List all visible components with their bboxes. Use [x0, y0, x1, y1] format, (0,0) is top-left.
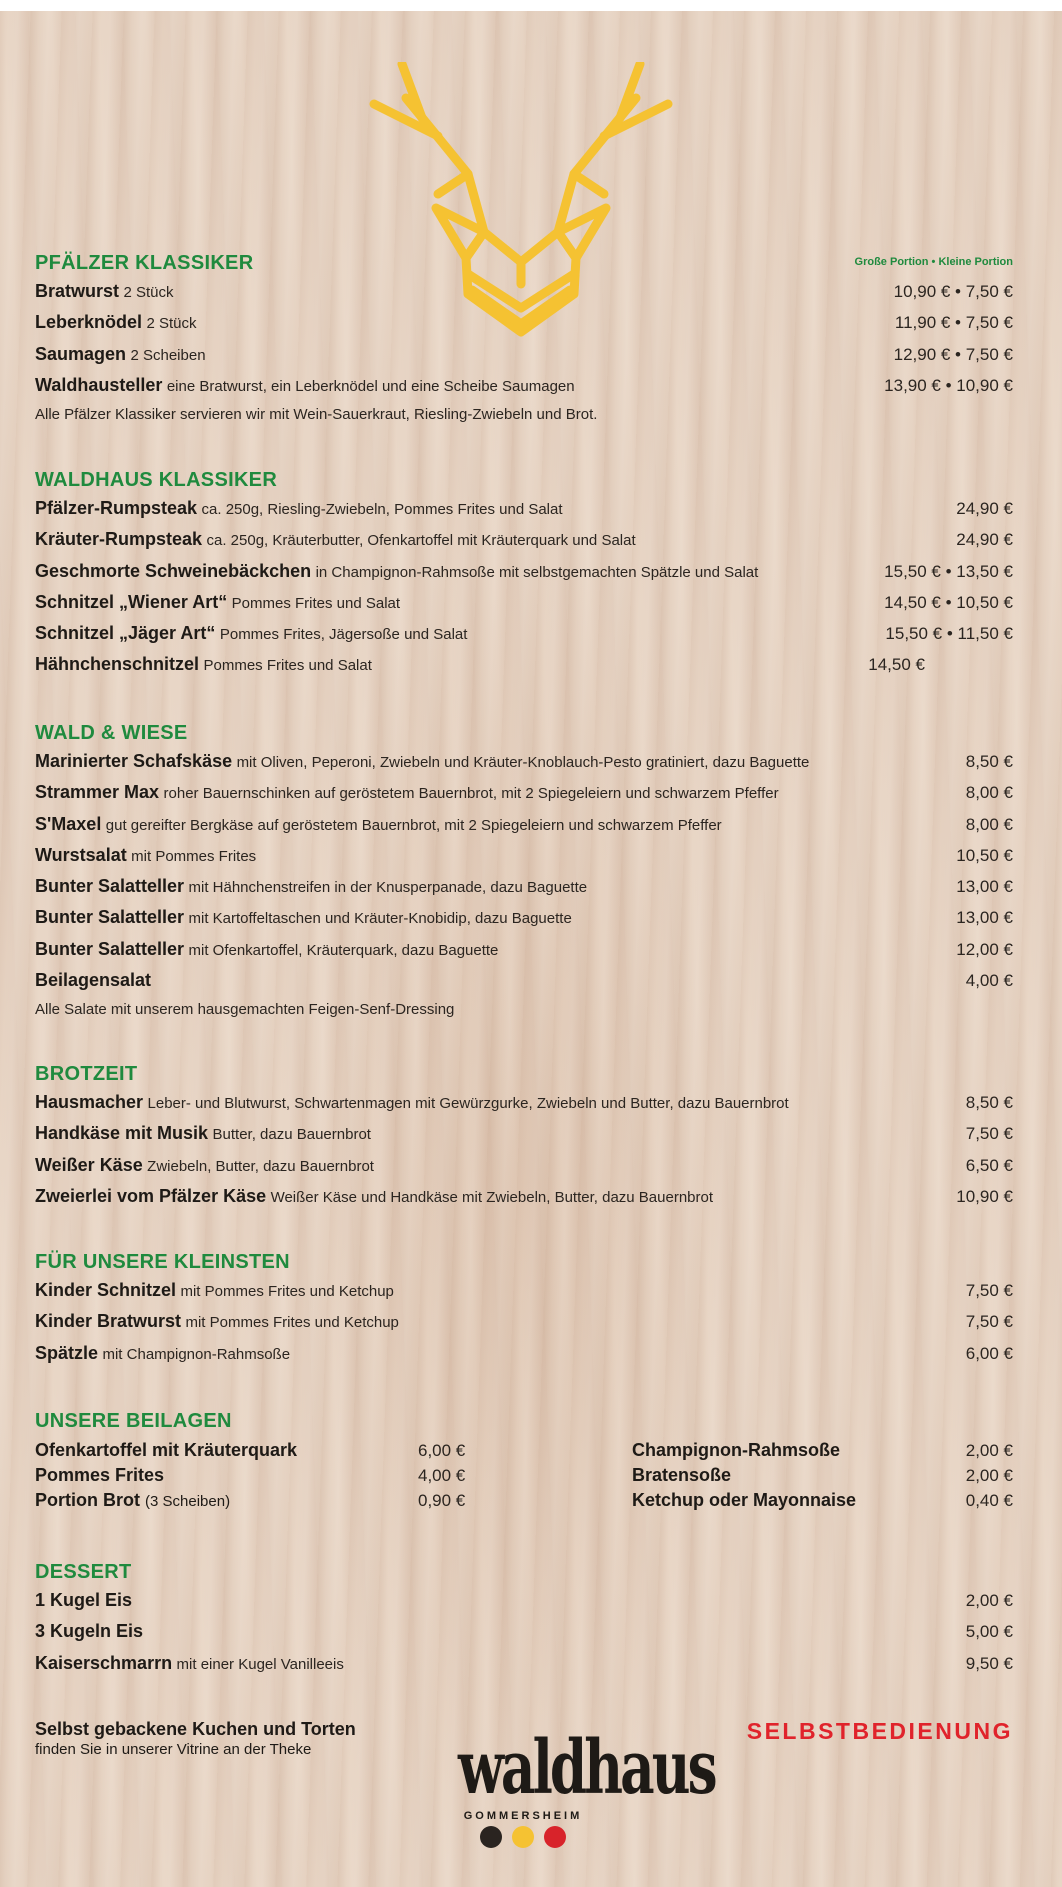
- section-note: Alle Salate mit unserem hausgemachten Feigen-Senf-Dressing: [35, 1001, 455, 1019]
- section-brotzeit: [35, 1061, 1013, 1212]
- menu-item: Pfälzer-Rumpsteak ca. 250g, Riesling-Zwiebeln, Pommes Frites und Salat 24,90 €: [35, 498, 1013, 518]
- menu-item: Saumagen 2 Scheiben 12,90 € • 7,50 €: [35, 343, 1013, 364]
- waldhaus-logo: [408, 1725, 715, 1863]
- section-dessert: [35, 1559, 1013, 1679]
- menu-item: Kaiserschmarrn mit einer Kugel Vanilleeis 9,50 €: [35, 1652, 1013, 1673]
- sauce-item: Bratensoße: [632, 1465, 732, 1485]
- menu-item: Waldhausteller eine Bratwurst, ein Leberknödel und eine Scheibe Saumagen 13,90 € • 10,90 €: [35, 374, 1013, 395]
- menu-item: Zweierlei vom Pfälzer Käse Weißer Käse und Handkäse mit Zwiebeln, Butter, dazu Bauernbrot 10,90 €: [35, 1185, 1013, 1206]
- menu-item: Weißer Käse Zwiebeln, Butter, dazu Bauernbrot 6,50 €: [35, 1154, 1013, 1175]
- sauce-item-price: 2,00 €: [965, 1466, 1013, 1485]
- section-title: DESSERT: [35, 1561, 132, 1583]
- logo-badges: [408, 1826, 638, 1848]
- side-item: Portion Brot (3 Scheiben): [35, 1490, 231, 1510]
- cake-note: [35, 1718, 356, 1759]
- menu-item: Bunter Salatteller mit Ofenkartoffel, Kräuterquark, dazu Baguette 12,00 €: [35, 938, 1013, 959]
- logo-dot-red-icon: [544, 1826, 566, 1848]
- section-title: FÜR UNSERE KLEINSTEN: [35, 1251, 290, 1273]
- menu-item: Schnitzel „Jäger Art“ Pommes Frites, Jägersoße und Salat 15,50 € • 11,50 €: [35, 623, 1013, 644]
- sauce-item-price: 0,40 €: [965, 1491, 1013, 1510]
- side-item-price: 6,00 €: [418, 1441, 466, 1460]
- section-kinder: [35, 1249, 1013, 1369]
- section-title: PFÄLZER KLASSIKER: [35, 252, 254, 274]
- self-service-label: SELBSTBEDIENUNG: [746, 1718, 1013, 1744]
- section-wald-wiese: [35, 720, 1013, 1024]
- section-title: WALD & WIESE: [35, 722, 188, 744]
- menu-item: Strammer Max roher Bauernschinken auf geröstetem Bauernbrot, mit 2 Spiegeleiern und schwarzem Pfeffer 8,00 €: [35, 782, 1013, 803]
- menu-item: Handkäse mit Musik Butter, dazu Bauernbrot 7,50 €: [35, 1123, 1013, 1144]
- menu-item: Leberknödel 2 Stück 11,90 € • 7,50 €: [35, 312, 1013, 333]
- menu-item: Wurstsalat mit Pommes Frites 10,50 €: [35, 844, 1013, 865]
- section-beilagen: [35, 1408, 1013, 1513]
- logo-town: GOMMERSHEIM: [463, 1810, 583, 1822]
- menu-item: Kräuter-Rumpsteak ca. 250g, Kräuterbutter, Ofenkartoffel mit Kräuterquark und Salat 24,90 €: [35, 529, 1013, 550]
- menu-item: Bratwurst 2 Stück 10,90 € • 7,50 €: [35, 281, 1013, 301]
- sauce-item-price: 2,00 €: [965, 1441, 1013, 1460]
- menu-item: Marinierter Schafskäse mit Oliven, Peperoni, Zwiebeln und Kräuter-Knoblauch-Pesto gratiniert, dazu Baguette 8,50 €: [35, 751, 1013, 771]
- side-item-price: 4,00 €: [418, 1466, 466, 1485]
- logo-dot-yellow-icon: [512, 1826, 534, 1848]
- side-item: Ofenkartoffel mit Kräuterquark: [35, 1440, 298, 1460]
- menu-item: 1 Kugel Eis 2,00 €: [35, 1590, 1013, 1610]
- section-title: WALDHAUS KLASSIKER: [35, 469, 278, 491]
- menu-item: Kinder Schnitzel mit Pommes Frites und Ketchup 7,50 €: [35, 1280, 1013, 1300]
- cake-note-subtitle: finden Sie in unserer Vitrine an der Theke: [35, 1741, 312, 1758]
- logo-wordmark: waldhaus: [457, 1725, 715, 1811]
- top-white-strip: [0, 0, 1062, 11]
- section-title: BROTZEIT: [35, 1063, 138, 1085]
- menu-item: Kinder Bratwurst mit Pommes Frites und Ketchup 7,50 €: [35, 1311, 1013, 1332]
- menu-item: Beilagensalat 4,00 €: [35, 970, 1013, 991]
- menu-item: Schnitzel „Wiener Art“ Pommes Frites und Salat 14,50 € • 10,50 €: [35, 591, 1013, 612]
- side-item: Pommes Frites: [35, 1465, 165, 1485]
- side-item-price: 0,90 €: [418, 1491, 466, 1510]
- section-note: Alle Pfälzer Klassiker servieren wir mit Wein-Sauerkraut, Riesling-Zwiebeln und Brot.: [35, 406, 598, 424]
- logo-dot-black-icon: [480, 1826, 502, 1848]
- section-waldhaus: [35, 467, 1013, 681]
- menu-item: Bunter Salatteller mit Kartoffeltaschen und Kräuter-Knobidip, dazu Baguette 13,00 €: [35, 907, 1013, 928]
- cake-note-title: Selbst gebackene Kuchen und Torten: [35, 1719, 356, 1739]
- portion-header: Große Portion • Kleine Portion: [854, 256, 1013, 268]
- menu-item: S'Maxel gut gereifter Bergkäse auf geröstetem Bauernbrot, mit 2 Spiegeleiern und schwarzem Pfeffer 8,00 €: [35, 813, 1013, 834]
- sauce-item: Ketchup oder Mayonnaise: [632, 1490, 857, 1510]
- beilagen-grid: [35, 1438, 1013, 1513]
- menu-item: Spätzle mit Champignon-Rahmsoße 6,00 €: [35, 1342, 1013, 1363]
- section-title: UNSERE BEILAGEN: [35, 1410, 232, 1432]
- menu-item: 3 Kugeln Eis 5,00 €: [35, 1621, 1013, 1642]
- menu-item: Bunter Salatteller mit Hähnchenstreifen in der Knusperpanade, dazu Baguette 13,00 €: [35, 876, 1013, 897]
- sauce-item: Champignon-Rahmsoße: [632, 1440, 841, 1460]
- menu-item: Geschmorte Schweinebäckchen in Champignon-Rahmsoße mit selbstgemachten Spätzle und Salat 15,50 € • 13,50 €: [35, 560, 1013, 581]
- menu-item: Hausmacher Leber- und Blutwurst, Schwartenmagen mit Gewürzgurke, Zwiebeln und Butter, dazu Bauernbrot 8,50 €: [35, 1092, 1013, 1112]
- menu-item: Hähnchenschnitzel Pommes Frites und Salat 14,50 €: [35, 654, 925, 675]
- section-pfaelzer: [35, 250, 1013, 429]
